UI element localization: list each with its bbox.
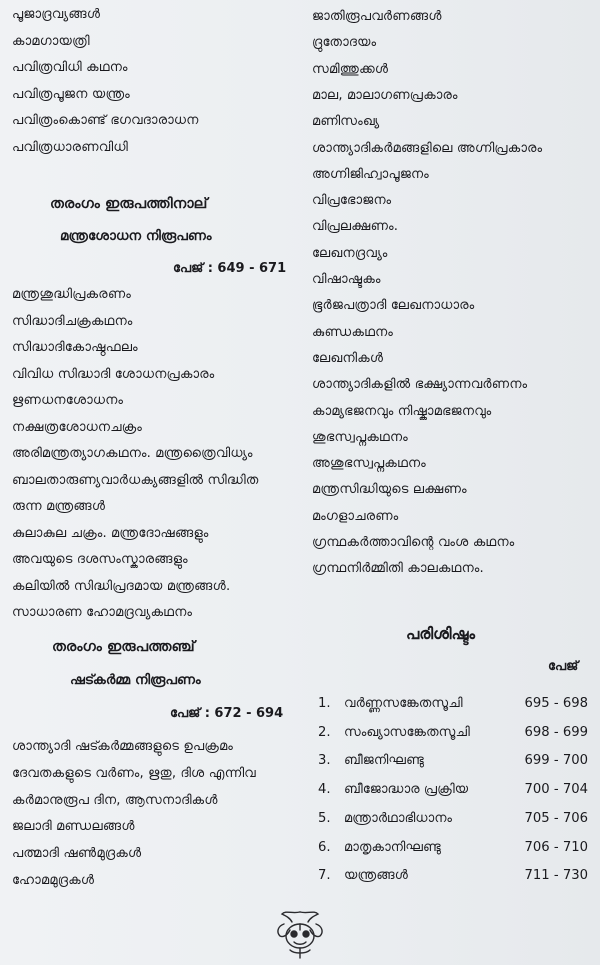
- right-topic-line: ശുഭസ്വപ്നകഥനം: [312, 429, 408, 445]
- appendix-number: 6.: [318, 839, 331, 855]
- chapter-24-line: നക്ഷത്രശോധനചക്രം: [12, 419, 143, 435]
- appendix-title: ബീജോദ്ധാര പ്രക്രിയ: [344, 782, 469, 798]
- appendix-row: [300, 808, 600, 830]
- chapter-25-line: പത്മാദി ഷൺമുദ്രകൾ: [12, 846, 142, 862]
- right-topic-line: ഗ്രന്ഥനിർമ്മിതി കാലകഥനം.: [312, 561, 484, 577]
- right-topic-line: മംഗളാചരണം: [312, 508, 399, 524]
- intro-line: പവിത്രവിധി കഥനം: [12, 60, 128, 75]
- right-topic-line: മണിസംഖ്യ: [312, 114, 380, 130]
- chapter-24-line: സിദ്ധാദിചക്രകഥനം: [12, 313, 133, 329]
- appendix-row: [300, 750, 600, 772]
- intro-line: പൂജാദ്രവ്യങ്ങൾ: [12, 7, 101, 22]
- intro-line: പവിത്രധാരണവിധി: [12, 139, 129, 155]
- right-topic-line: ലേഖനദ്രവ്യം: [312, 245, 388, 261]
- appendix-number: 7.: [318, 868, 331, 884]
- right-topic-line: മാല, മാലാഗണപ്രകാരം: [312, 87, 458, 103]
- appendix-number: 1.: [318, 696, 331, 711]
- appendix-title: മാതൃകാനിഘണ്ടു: [344, 839, 441, 855]
- appendix-pages: 705 - 706: [524, 810, 588, 826]
- appendix-title: മന്ത്രാർഥാഭിധാനം: [344, 810, 453, 826]
- appendix-number: 4.: [318, 782, 331, 798]
- chapter-24-line: മന്ത്രശുദ്ധിപ്രകരണം: [12, 287, 131, 302]
- chapter-25-line: ഹോമമുദ്രകൾ: [12, 873, 95, 888]
- chapter-24-subheading: മന്ത്രശോധന നിരൂപണം: [60, 228, 212, 244]
- appendix-row: [300, 693, 600, 715]
- chapter-24-line: അരിമന്ത്രത്യാഗകഥനം. മന്ത്രത്രൈവിധ്യം: [12, 446, 253, 461]
- chapter-24-line: വിവിധ സിദ്ധാദി ശോധനപ്രകാരം: [12, 366, 215, 382]
- appendix-row: [300, 722, 600, 744]
- right-topic-line: അഗ്നിജിഹ്വാപൂജനം: [312, 166, 429, 182]
- chapter-24-line: കലിയിൽ സിദ്ധിപ്രദമായ മന്ത്രങ്ങൾ.: [12, 578, 231, 594]
- right-topic-line: സമിത്തുക്കൾ: [312, 61, 389, 77]
- appendix-pages: 711 - 730: [524, 868, 588, 884]
- right-topic-line: വിപ്രഭോജനം: [312, 193, 392, 209]
- chapter-25-line: ജലാദി മണ്ഡലങ്ങൾ: [12, 819, 135, 835]
- appendix-row: [300, 837, 600, 859]
- appendix-heading: പരിശിഷ്ടം: [406, 625, 475, 643]
- chapter-24-line: കുലാകുല ചക്രം. മന്ത്രദോഷങ്ങളും: [12, 525, 209, 541]
- chapter-25-subheading: ഷട്കർമ്മ നിരൂപണം: [70, 672, 201, 688]
- right-topic-line: ഗ്രന്ഥകർത്താവിന്റെ വംശ കഥനം: [312, 535, 515, 550]
- chapter-24-line: സിദ്ധാദികോഷ്ഠഫലം: [12, 340, 138, 355]
- right-topic-line: ലേഖനികൾ: [312, 350, 384, 366]
- chapter-25-page-ref: പേജ് : 672 - 694: [170, 706, 284, 721]
- right-topic-line: ദ്രുതോദയം: [312, 35, 377, 51]
- intro-line: കാമഗായത്രി: [12, 33, 90, 49]
- ornament-icon: [270, 906, 330, 962]
- appendix-title: യന്ത്രങ്ങൾ: [344, 868, 408, 884]
- chapter-25-line: കർമാനുരൂപ ദിന, ആസനാദികൾ: [12, 792, 218, 808]
- intro-line: പവിത്രംകൊണ്ട് ഭഗവദാരാധന: [12, 113, 199, 128]
- appendix-title: സംഖ്യാസങ്കേതസൂചി: [344, 724, 470, 740]
- chapter-24-line: സാധാരണ ഹോമദ്രവ്യകഥനം: [12, 605, 193, 620]
- appendix-row: [300, 779, 600, 801]
- chapter-24-line: രുന്ന മന്ത്രങ്ങൾ: [12, 499, 106, 514]
- right-topic-line: മന്ത്രസിദ്ധിയുടെ ലക്ഷണം: [312, 482, 467, 498]
- right-topic-line: വിപ്രലക്ഷണം.: [312, 219, 399, 235]
- appendix-pages: 706 - 710: [524, 839, 588, 855]
- right-topic-line: കുണ്ഡകഥനം: [312, 324, 394, 340]
- appendix-row: [300, 865, 600, 887]
- chapter-24-line: അവയുടെ ദശസംസ്കാരങ്ങളും: [12, 552, 188, 567]
- chapter-24-line: ഋണധനശോധനം: [12, 393, 124, 408]
- right-topic-line: കാമ്യഭജനവും നിഷ്കാമഭജനവും: [312, 403, 492, 419]
- right-topic-line: ശാന്ത്യാദികളിൽ ഭക്ഷ്യാന്നവർണനം: [312, 377, 528, 393]
- appendix-number: 3.: [318, 753, 331, 769]
- appendix-pages: 698 - 699: [524, 724, 588, 740]
- right-topic-line: ജാതിരൂപവർണങ്ങൾ: [312, 9, 442, 24]
- right-topic-line: വിഷാഷ്ടകം: [312, 272, 381, 287]
- appendix-number: 5.: [318, 810, 331, 826]
- right-topic-line: ഭൂർജപത്രാദി ലേഖനാധാരം: [312, 298, 475, 314]
- right-topic-line: അശുഭസ്വപ്നകഥനം: [312, 456, 426, 472]
- right-topic-line: ശാന്ത്യാദികർമങ്ങളിലെ അഗ്നിപ്രകാരം: [312, 140, 543, 156]
- appendix-title: ബീജനിഘണ്ടു: [344, 753, 424, 769]
- chapter-25-line: ശാന്ത്യാദി ഷട്കർമ്മങ്ങളുടെ ഉപക്രമം: [12, 739, 234, 754]
- intro-line: പവിത്രപൂജന യന്ത്രം: [12, 86, 130, 102]
- chapter-24-heading: തരംഗം ഇരുപത്തിനാല്: [50, 195, 208, 212]
- appendix-pages: 700 - 704: [524, 782, 588, 798]
- appendix-pages: 695 - 698: [524, 696, 588, 711]
- chapter-25-line: ദേവതകളുടെ വർണം, ഋതു, ദിശ എന്നിവ: [12, 765, 256, 781]
- chapter-24-page-ref: പേജ് : 649 - 671: [173, 261, 287, 276]
- appendix-pages: 699 - 700: [524, 753, 588, 769]
- appendix-number: 2.: [318, 724, 331, 740]
- chapter-24-line: ബാലതാരുണ്യവാർധക്യങ്ങളിൽ സിദ്ധിത: [12, 472, 259, 488]
- appendix-title: വർണ്ണസങ്കേതസൂചി: [344, 696, 463, 711]
- appendix-page-label: പേജ്: [548, 659, 579, 674]
- chapter-25-heading: തരംഗം ഇരുപത്തഞ്ച്: [52, 638, 195, 655]
